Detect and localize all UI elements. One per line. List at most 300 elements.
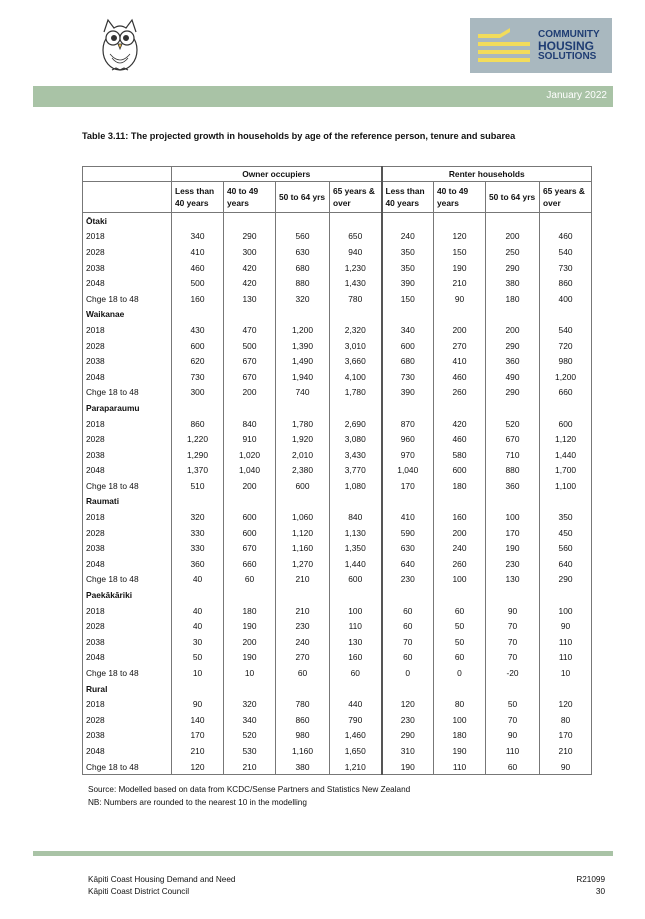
table-cell: 3,080: [330, 431, 382, 447]
section-name: Paekākāriki: [83, 587, 172, 603]
table-cell: 880: [276, 275, 330, 291]
table-cell: 680: [276, 260, 330, 276]
table-cell: 250: [486, 244, 540, 260]
table-cell: 100: [486, 509, 540, 525]
table-cell: 640: [382, 556, 434, 572]
table-cell: 60: [382, 618, 434, 634]
table-cell: 340: [224, 712, 276, 728]
empty-cell: [330, 307, 382, 323]
table-notes: [88, 783, 410, 809]
section-row: [83, 494, 592, 510]
row-label: 2018: [83, 509, 172, 525]
empty-cell: [224, 681, 276, 697]
table-row: [83, 540, 592, 556]
table-cell: 70: [486, 650, 540, 666]
table-row: [83, 509, 592, 525]
empty-cell: [434, 494, 486, 510]
table-cell: 230: [486, 556, 540, 572]
table-cell: 1,130: [330, 525, 382, 541]
table-cell: 50: [434, 634, 486, 650]
table-cell: 190: [434, 260, 486, 276]
table-cell: 460: [540, 229, 592, 245]
table-caption: Table 3.11: The projected growth in households by age of the reference person, tenure and subarea: [82, 131, 516, 141]
row-label: 2038: [83, 353, 172, 369]
table-cell: 70: [382, 634, 434, 650]
table-cell: 1,040: [382, 463, 434, 479]
table-cell: 420: [434, 416, 486, 432]
table-cell: 720: [540, 338, 592, 354]
table-cell: 110: [330, 618, 382, 634]
table-cell: 200: [224, 385, 276, 401]
column-header: 50 to 64 yrs: [486, 182, 540, 213]
empty-cell: [540, 307, 592, 323]
empty-cell: [382, 400, 434, 416]
table-cell: 1,460: [330, 728, 382, 744]
empty-cell: [434, 213, 486, 229]
empty-cell: [224, 307, 276, 323]
table-cell: 1,270: [276, 556, 330, 572]
table-cell: 2,380: [276, 463, 330, 479]
table-cell: 10: [172, 665, 224, 681]
table-cell: 50: [486, 696, 540, 712]
table-cell: 90: [540, 759, 592, 775]
table-cell: 170: [540, 728, 592, 744]
table-cell: 60: [224, 572, 276, 588]
table-cell: 580: [434, 447, 486, 463]
table-cell: 1,080: [330, 478, 382, 494]
table-cell: 510: [172, 478, 224, 494]
table-cell: 670: [224, 369, 276, 385]
table-cell: 320: [224, 696, 276, 712]
empty-cell: [382, 681, 434, 697]
empty-cell: [172, 400, 224, 416]
table-row: [83, 463, 592, 479]
table-cell: 290: [486, 260, 540, 276]
table-cell: 600: [382, 338, 434, 354]
empty-cell: [434, 587, 486, 603]
table-cell: 60: [330, 665, 382, 681]
table-row: [83, 447, 592, 463]
table-cell: 650: [330, 229, 382, 245]
table-cell: 640: [540, 556, 592, 572]
footer-left: [88, 874, 235, 898]
row-label: Chge 18 to 48: [83, 291, 172, 307]
table-cell: 190: [434, 743, 486, 759]
table-cell: 600: [330, 572, 382, 588]
table-row: [83, 712, 592, 728]
empty-cell: [172, 213, 224, 229]
table-cell: 200: [224, 634, 276, 650]
table-row: [83, 556, 592, 572]
row-label: 2028: [83, 338, 172, 354]
table-cell: 910: [224, 431, 276, 447]
table-cell: 3,770: [330, 463, 382, 479]
table-cell: 90: [540, 618, 592, 634]
empty-cell: [486, 213, 540, 229]
table-cell: 1,160: [276, 743, 330, 759]
empty-cell: [276, 587, 330, 603]
table-cell: 230: [382, 572, 434, 588]
table-cell: 60: [276, 665, 330, 681]
table-cell: 500: [224, 338, 276, 354]
table-row: [83, 572, 592, 588]
table-cell: 860: [540, 275, 592, 291]
row-label: 2048: [83, 275, 172, 291]
table-cell: 860: [276, 712, 330, 728]
empty-cell: [330, 494, 382, 510]
table-cell: 1,290: [172, 447, 224, 463]
table-cell: 730: [540, 260, 592, 276]
empty-cell: [540, 494, 592, 510]
table-cell: 360: [486, 478, 540, 494]
table-cell: 80: [434, 696, 486, 712]
table-cell: 1,120: [540, 431, 592, 447]
table-cell: 500: [172, 275, 224, 291]
households-growth-table: [82, 166, 592, 775]
row-label: 2038: [83, 540, 172, 556]
table-cell: 60: [434, 650, 486, 666]
table-cell: 90: [434, 291, 486, 307]
table-cell: 660: [540, 385, 592, 401]
table-cell: 190: [382, 759, 434, 775]
row-label: Chge 18 to 48: [83, 478, 172, 494]
table-cell: 210: [276, 572, 330, 588]
empty-cell: [382, 494, 434, 510]
table-cell: 660: [224, 556, 276, 572]
empty-cell: [434, 307, 486, 323]
table-cell: 210: [172, 743, 224, 759]
table-cell: 230: [382, 712, 434, 728]
table-cell: 540: [540, 244, 592, 260]
table-cell: 60: [382, 650, 434, 666]
section-name: Paraparaumu: [83, 400, 172, 416]
table-cell: 90: [172, 696, 224, 712]
table-cell: 1,780: [330, 385, 382, 401]
table-cell: 670: [224, 540, 276, 556]
table-cell: 200: [486, 322, 540, 338]
table-cell: 90: [486, 728, 540, 744]
table-cell: 260: [434, 556, 486, 572]
table-cell: 1,430: [330, 275, 382, 291]
row-label: 2048: [83, 556, 172, 572]
empty-cell: [172, 494, 224, 510]
empty-cell: [434, 681, 486, 697]
empty-cell: [434, 400, 486, 416]
table-cell: 4,100: [330, 369, 382, 385]
row-label: 2028: [83, 431, 172, 447]
table-cell: 1,350: [330, 540, 382, 556]
table-cell: 350: [540, 509, 592, 525]
table-row: [83, 260, 592, 276]
table-cell: 350: [382, 260, 434, 276]
table-cell: 200: [486, 229, 540, 245]
corner-cell: [83, 182, 172, 213]
column-header: 65 years & over: [540, 182, 592, 213]
empty-cell: [172, 587, 224, 603]
table-cell: 520: [224, 728, 276, 744]
table-cell: 780: [330, 291, 382, 307]
table-cell: 970: [382, 447, 434, 463]
section-row: [83, 400, 592, 416]
table-cell: 160: [434, 509, 486, 525]
row-label: 2048: [83, 463, 172, 479]
empty-cell: [276, 494, 330, 510]
table-cell: 530: [224, 743, 276, 759]
table-row: [83, 291, 592, 307]
table-cell: 240: [382, 229, 434, 245]
table-row: [83, 478, 592, 494]
footer-rule: [33, 851, 613, 856]
table-cell: 160: [330, 650, 382, 666]
table-cell: 1,440: [330, 556, 382, 572]
table-cell: 460: [172, 260, 224, 276]
table-cell: 70: [486, 634, 540, 650]
table-cell: 420: [224, 275, 276, 291]
table-cell: 210: [224, 759, 276, 775]
table-cell: 630: [382, 540, 434, 556]
table-cell: 330: [172, 540, 224, 556]
empty-cell: [224, 400, 276, 416]
table-cell: 60: [382, 603, 434, 619]
table-cell: 470: [224, 322, 276, 338]
table-cell: 1,370: [172, 463, 224, 479]
table-cell: 1,490: [276, 353, 330, 369]
table-cell: 180: [434, 478, 486, 494]
table-cell: 120: [540, 696, 592, 712]
table-cell: 2,010: [276, 447, 330, 463]
table-cell: 100: [434, 712, 486, 728]
report-title: Kāpiti Coast Housing Demand and Need: [88, 875, 236, 884]
table-cell: 190: [224, 618, 276, 634]
table-cell: 860: [172, 416, 224, 432]
table-cell: 320: [276, 291, 330, 307]
table-cell: 200: [434, 322, 486, 338]
table-row: [83, 385, 592, 401]
table-cell: 290: [486, 385, 540, 401]
row-label: 2028: [83, 712, 172, 728]
table-cell: 190: [486, 540, 540, 556]
table-cell: 870: [382, 416, 434, 432]
table-cell: 1,230: [330, 260, 382, 276]
table-row: [83, 353, 592, 369]
column-header: Less than 40 years: [172, 182, 224, 213]
table-cell: 290: [486, 338, 540, 354]
empty-cell: [382, 213, 434, 229]
table-cell: 90: [486, 603, 540, 619]
table-cell: 1,940: [276, 369, 330, 385]
table-cell: 980: [276, 728, 330, 744]
section-name: Ōtaki: [83, 213, 172, 229]
table-cell: 340: [382, 322, 434, 338]
empty-cell: [330, 681, 382, 697]
table-cell: 880: [486, 463, 540, 479]
report-code: R21099: [576, 875, 605, 884]
table-cell: 1,650: [330, 743, 382, 759]
table-cell: 170: [486, 525, 540, 541]
table-cell: 560: [276, 229, 330, 245]
group-header-renter: Renter households: [382, 167, 592, 182]
table-row: [83, 431, 592, 447]
row-label: Chge 18 to 48: [83, 385, 172, 401]
table-cell: 180: [486, 291, 540, 307]
table-cell: 270: [276, 650, 330, 666]
section-name: Waikanae: [83, 307, 172, 323]
table-cell: 110: [434, 759, 486, 775]
table-cell: 200: [224, 478, 276, 494]
table-cell: 40: [172, 603, 224, 619]
table-cell: 110: [540, 650, 592, 666]
column-header: 50 to 64 yrs: [276, 182, 330, 213]
table-cell: 120: [434, 229, 486, 245]
table-cell: 200: [434, 525, 486, 541]
table-cell: 60: [486, 759, 540, 775]
table-cell: 620: [172, 353, 224, 369]
section-row: [83, 213, 592, 229]
table-cell: 2,690: [330, 416, 382, 432]
table-cell: 420: [224, 260, 276, 276]
table-cell: 120: [172, 759, 224, 775]
empty-cell: [276, 400, 330, 416]
table-cell: 290: [224, 229, 276, 245]
table-cell: 670: [224, 353, 276, 369]
empty-cell: [486, 494, 540, 510]
table-cell: 390: [382, 275, 434, 291]
table-cell: 120: [382, 696, 434, 712]
empty-cell: [224, 494, 276, 510]
table-cell: 180: [434, 728, 486, 744]
table-cell: 130: [330, 634, 382, 650]
table-cell: 270: [434, 338, 486, 354]
empty-cell: [330, 400, 382, 416]
empty-cell: [276, 213, 330, 229]
table-row: [83, 416, 592, 432]
table-cell: 600: [172, 338, 224, 354]
source-note: Source: Modelled based on data from KCDC/Sense Partners and Statistics New Zealand: [88, 785, 411, 794]
table-cell: 730: [172, 369, 224, 385]
logo-wordmark: COMMUNITY HOUSING SOLUTIONS: [538, 29, 600, 62]
table-cell: 210: [434, 275, 486, 291]
table-cell: -20: [486, 665, 540, 681]
empty-cell: [382, 307, 434, 323]
table-cell: 1,210: [330, 759, 382, 775]
table-cell: 130: [224, 291, 276, 307]
row-label: 2018: [83, 229, 172, 245]
table-row: [83, 759, 592, 775]
table-cell: 600: [540, 416, 592, 432]
table-cell: 1,100: [540, 478, 592, 494]
row-label: Chge 18 to 48: [83, 572, 172, 588]
table-cell: 410: [172, 244, 224, 260]
table-cell: 840: [224, 416, 276, 432]
table-cell: 30: [172, 634, 224, 650]
table-cell: 290: [540, 572, 592, 588]
table-cell: 110: [540, 634, 592, 650]
table-cell: 3,660: [330, 353, 382, 369]
table-cell: 170: [382, 478, 434, 494]
row-label: Chge 18 to 48: [83, 759, 172, 775]
table-cell: 60: [434, 603, 486, 619]
empty-cell: [486, 400, 540, 416]
table-cell: 840: [330, 509, 382, 525]
table-cell: 590: [382, 525, 434, 541]
table-row: [83, 728, 592, 744]
table-cell: 160: [172, 291, 224, 307]
section-name: Raumati: [83, 494, 172, 510]
column-header: 40 to 49 years: [224, 182, 276, 213]
table-cell: 440: [330, 696, 382, 712]
table-cell: 0: [434, 665, 486, 681]
table-row: [83, 338, 592, 354]
empty-cell: [486, 587, 540, 603]
empty-cell: [382, 587, 434, 603]
empty-cell: [276, 681, 330, 697]
row-label: 2048: [83, 369, 172, 385]
table-cell: 600: [276, 478, 330, 494]
header-banner: [33, 86, 613, 107]
table-cell: 1,390: [276, 338, 330, 354]
table-cell: 1,700: [540, 463, 592, 479]
row-label: 2048: [83, 650, 172, 666]
table-cell: 380: [486, 275, 540, 291]
table-cell: 380: [276, 759, 330, 775]
table-cell: 340: [172, 229, 224, 245]
empty-cell: [486, 681, 540, 697]
community-housing-solutions-logo: [470, 18, 612, 73]
empty-cell: [540, 681, 592, 697]
owl-logo: [92, 14, 148, 74]
table-cell: 540: [540, 322, 592, 338]
empty-cell: [224, 213, 276, 229]
table-cell: 100: [434, 572, 486, 588]
section-row: [83, 587, 592, 603]
table-cell: 430: [172, 322, 224, 338]
column-header: 65 years & over: [330, 182, 382, 213]
table-row: [83, 322, 592, 338]
table-cell: 40: [172, 618, 224, 634]
table-cell: 360: [486, 353, 540, 369]
table-cell: 600: [224, 509, 276, 525]
table-cell: 1,200: [540, 369, 592, 385]
empty-cell: [540, 587, 592, 603]
empty-cell: [540, 213, 592, 229]
row-label: 2028: [83, 244, 172, 260]
row-label: 2028: [83, 618, 172, 634]
table-cell: 670: [486, 431, 540, 447]
table-cell: 80: [540, 712, 592, 728]
row-label: 2018: [83, 603, 172, 619]
table-cell: 960: [382, 431, 434, 447]
table-cell: 100: [540, 603, 592, 619]
table-cell: 10: [224, 665, 276, 681]
table-cell: 980: [540, 353, 592, 369]
table-cell: 410: [382, 509, 434, 525]
row-label: 2038: [83, 728, 172, 744]
row-label: 2038: [83, 260, 172, 276]
table-cell: 520: [486, 416, 540, 432]
table-cell: 1,120: [276, 525, 330, 541]
row-label: 2018: [83, 322, 172, 338]
table-cell: 740: [276, 385, 330, 401]
table-cell: 940: [330, 244, 382, 260]
table-cell: 730: [382, 369, 434, 385]
table-cell: 260: [434, 385, 486, 401]
table-cell: 460: [434, 431, 486, 447]
table-cell: 170: [172, 728, 224, 744]
table-cell: 240: [276, 634, 330, 650]
table-cell: 110: [486, 743, 540, 759]
table-cell: 1,160: [276, 540, 330, 556]
table-cell: 490: [486, 369, 540, 385]
